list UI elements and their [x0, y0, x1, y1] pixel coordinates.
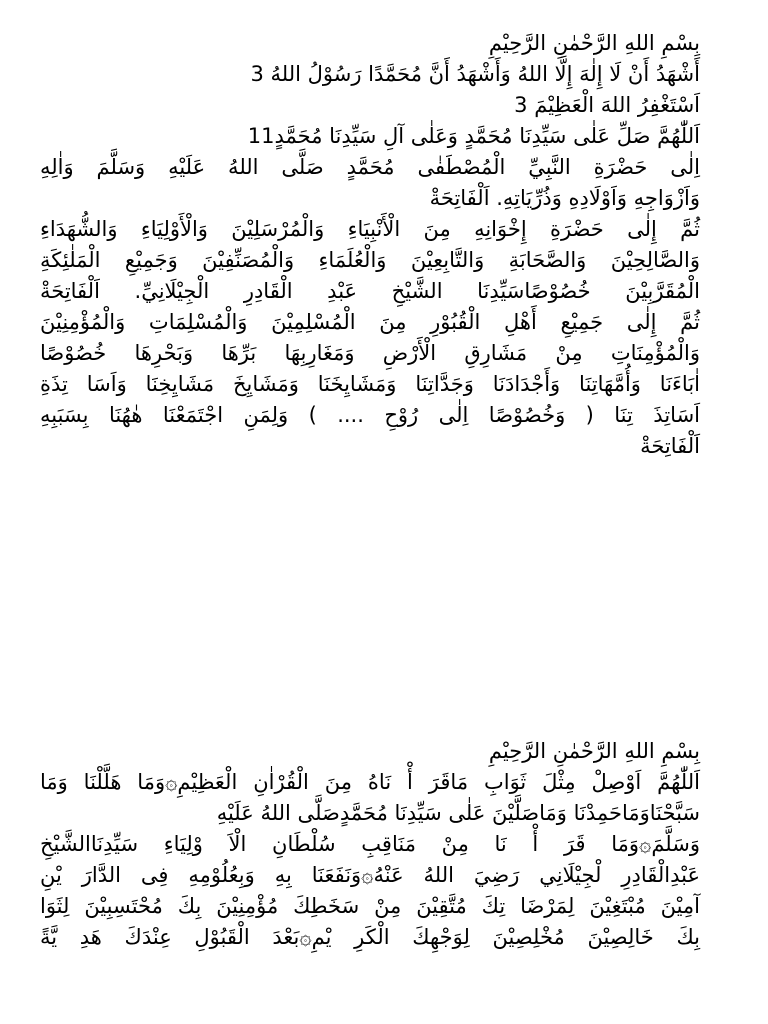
dedication-line: اِلٰى حَضْرَةِ النَّبِيِّ الْمُصْطَفٰى مُحَمَّدٍ صَلَّى اللهُ عَلَيْهِ وَسَلَّمَ وَاٰلِهِ: [40, 155, 700, 179]
dedication-line: اٰبَاءَنَا وَأُمَّهَاتِنَا وَأَجْدَادَنَا وَجَدَّاتِنَا وَمَشَايِخَنَا وَمَشَايِخَ مَشَايِخِنَا وَاَسَا تِذَةِ: [40, 372, 700, 396]
prayer-line: عَبْدِالْقَادِرِ لْجِيْلَانِي رَضِيَ اللهُ عَنْهُ۞وَنَفَعَنَا بِهِ وَبِعُلُوْمِهِ فِى الدَّارَ يْنِ: [40, 863, 700, 887]
prayer-line: آمِيْنَ مُبْتَغِيْنَ لِمَرْضَا تِكَ مُتَّقِيْنَ مِنْ سَخَطِكَ مُؤْمِنِيْنَ بِكَ مُحْتَسِبِيْنَ لِثَوَا: [40, 894, 700, 918]
tahlil-opening-section: [40, 28, 700, 462]
prayer-line: وَسَلَّمَ۞وَمَا قَرَ أْ نَا مِنْ مَنَاقِبِ سُلْطَانِ الْاَ وْلِيَاءِ سَيِّدِنَاالشَّيْخِ: [40, 832, 700, 856]
istighfar-line: اَسْتَغْفِرُ اللهَ الْعَظِيْمَ 3: [514, 93, 700, 117]
dedication-line: الْمُقَرَّبِيْنَ خُصُوْصًاسَيِّدِنَا الشَّيْخِ عَبْدِ الْقَادِرِ الْجِيْلَانِيِّ. اَلْفَاتِحَةْ: [40, 279, 700, 303]
prayer-line: بِكَ خَالِصِيْنَ مُخْلِصِيْنَ لِوَجْهِكَ الْكَرِ يْمِ۞بَعْدَ الْقَبُوْلِ عِنْدَكَ هَدِ يَّةً: [40, 925, 700, 949]
tahlil-closing-prayer-section: [40, 736, 700, 953]
dedication-line: ثُمَّ إِلٰى جَمِيْعِ أَهْلِ الْقُبُوْرِ مِنَ الْمُسْلِمِيْنَ وَالْمُسْلِمَاتِ وَالْمُؤْمِنِيْنَ: [40, 310, 700, 334]
fatihah-line: اَلْفَاتِحَةْ: [640, 434, 700, 458]
shahada-line: أَشْهَدُ أَنْ لَا إِلٰهَ إِلَّا اللهُ وَأَشْهَدُ أَنَّ مُحَمَّدًا رَسُوْلُ اللهُ 3: [250, 62, 700, 86]
basmala-line: بِسْمِ اللهِ الرَّحْمٰنِ الرَّحِيْمِ: [488, 31, 700, 55]
prayer-line: سَبَّحْنَاوَمَاحَمِدْنَا وَمَاصَلَّيْنَ عَلٰى سَيِّدِنَا مُحَمَّدٍصَلَّى اللهُ عَلَيْهِ: [216, 801, 700, 825]
dedication-line: اَسَاتِذَ تِنَا ( وَخُصُوْصًا اِلٰى رُوْحِ .... ) وَلِمَنِ اجْتَمَعْنَا هٰهُنَا بِسَبَبِهِ: [40, 403, 700, 427]
dedication-line: ثُمَّ إِلٰى حَضْرَةِ إِخْوَانِهِ مِنَ الْأَنْبِيَاءِ وَالْمُرْسَلِيْنَ وَالْأَوْلِيَاءِ وَالشُّهَدَاءِ: [40, 217, 700, 241]
prayer-line: اَللّٰهُمَّ اَوْصِلْ مِثْلَ ثَوَابِ مَاقَرَ أْ نَاهُ مِنَ الْقُرْاٰنِ الْعَظِيْمِ۞وَمَا هَلَّلْنَا وَمَا: [40, 770, 700, 794]
basmala-line: بِسْمِ اللهِ الرَّحْمٰنِ الرَّحِيْمِ: [488, 739, 700, 763]
salawat-line: اَللّٰهُمَّ صَلِّ عَلٰى سَيِّدِنَا مُحَمَّدٍ وَعَلٰى آلِ سَيِّدِنَا مُحَمَّدٍ11: [247, 124, 700, 148]
dedication-line: وَالْمُؤْمِنَاتِ مِنْ مَشَارِقِ الْأَرْضِ وَمَغَارِبِهَا بَرِّهَا وَبَحْرِهَا خُصُوْصًا: [40, 341, 700, 365]
dedication-line: وَالصَّالِحِيْنَ وَالصَّحَابَةِ وَالتَّابِعِيْنَ وَالْعُلَمَاءِ وَالْمُصَنِّفِيْنَ وَجَمِيْعِ الْمَلٰئِكَةِ: [40, 248, 700, 272]
dedication-line: وَاَزْوَاجِهِ وَاَوْلَادِهِ وَذُرِّيَاتِهِ. اَلْفَاتِحَةْ: [429, 186, 700, 210]
